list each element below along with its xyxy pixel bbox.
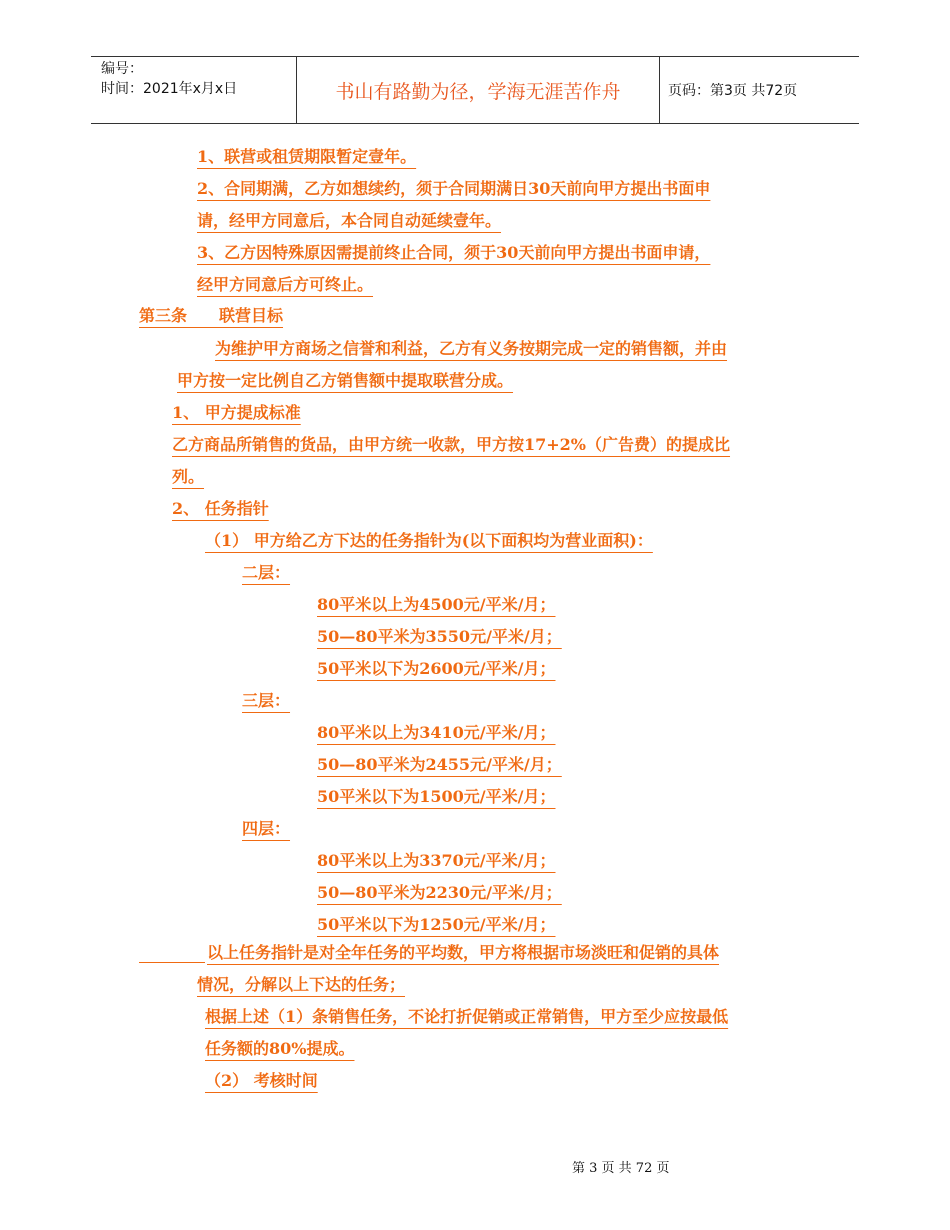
floor-2-label: 二层： [242,563,291,582]
floor-3-rate-3: 50平米以下为1500元/平米/月； [317,787,556,806]
goal-paragraph-line-1: 为维护甲方商场之信誉和利益，乙方有义务按期完成一定的销售额，并由 [215,339,728,358]
header-page-info: 页码：第3页 共72页 [668,83,798,99]
floor-4-rate-1: 80平米以上为3370元/平米/月； [317,851,556,870]
footer-page-number: 第 3 页 共 72 页 [572,1161,670,1176]
header-motto: 书山有路勤为径，学海无涯苦作舟 [296,57,660,123]
floor-4-rate-3: 50平米以下为1250元/平米/月； [317,915,556,934]
time-label: 时间：2021年x月x日 [101,81,238,97]
number-label: 编号： [101,61,143,77]
underline-indent [139,962,205,963]
page-header [91,56,859,124]
section-2-item-1: （1） 甲方给乙方下达的任务指针为(以下面积均为营业面积)： [205,531,653,550]
floor-4-label: 四层： [242,819,291,838]
floor-4-rate-2: 50—80平米为2230元/平米/月； [317,883,562,902]
section-1-heading: 1、 甲方提成标准 [172,403,301,422]
section-1-text-line-2: 列。 [172,467,205,486]
clause-2-line-1: 2、合同期满，乙方如想续约，须于合同期满日30天前向甲方提出书面申 [197,179,711,198]
section-1-text-line-1: 乙方商品所销售的货品，由甲方统一收款，甲方按17+2%（广告费）的提成比 [172,435,731,454]
floor-2-rate-3: 50平米以下为2600元/平米/月； [317,659,556,678]
task-note-line-1: 以上任务指针是对全年任务的平均数，甲方将根据市场淡旺和促销的具体 [207,943,720,962]
section-2-heading: 2、 任务指针 [172,499,269,518]
floor-3-rate-2: 50—80平米为2455元/平米/月； [317,755,562,774]
clause-3-line-1: 3、乙方因特殊原因需提前终止合同，须于30天前向甲方提出书面申请， [197,243,711,262]
floor-2-rate-2: 50—80平米为3550元/平米/月； [317,627,562,646]
clause-3-line-2: 经甲方同意后方可终止。 [197,275,374,294]
header-meta [91,57,296,123]
goal-paragraph-line-2: 甲方按一定比例自乙方销售额中提取联营分成。 [177,371,514,390]
section-2-item-2: （2） 考核时间 [205,1071,318,1090]
floor-3-rate-1: 80平米以上为3410元/平米/月； [317,723,556,742]
task-note-line-2: 情况，分解以上下达的任务； [197,975,406,994]
article-3-heading: 第三条 联营目标 [139,306,284,325]
clause-1: 1、联营或租赁期限暂定壹年。 [197,147,417,166]
clause-2-line-2: 请，经甲方同意后，本合同自动延续壹年。 [197,211,502,230]
floor-2-rate-1: 80平米以上为4500元/平米/月； [317,595,556,614]
floor-3-label: 三层： [242,691,291,710]
min-commission-line-2: 任务额的80%提成。 [205,1039,355,1058]
min-commission-line-1: 根据上述（1）条销售任务，不论打折促销或正常销售，甲方至少应按最低 [205,1007,729,1026]
